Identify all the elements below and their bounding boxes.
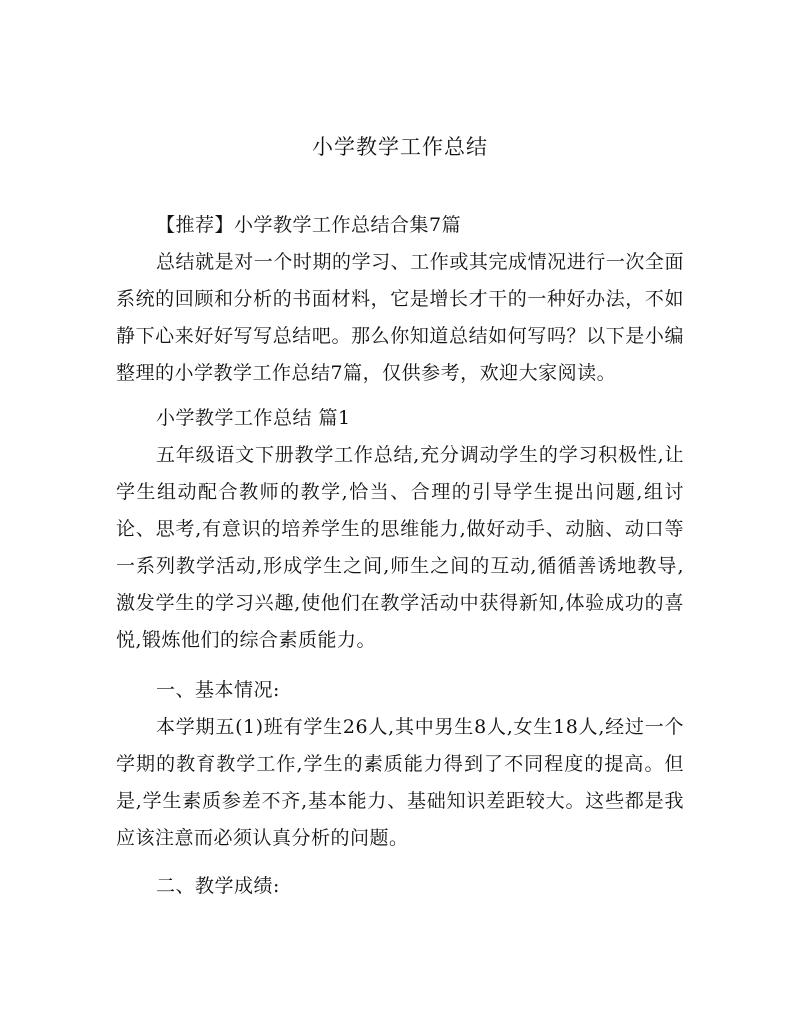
basic-heading-block <box>116 672 684 709</box>
recommend-line: 【推荐】小学教学工作总结合集7篇 <box>156 214 462 236</box>
subheading-basic: 一、基本情况: <box>156 679 280 701</box>
recommend-line-block <box>116 207 684 244</box>
basic-paragraph: 本学期五(1)班有学生26人,其中男生8人,女生18人,经过一个学期的教育教学工作,学生的素质能力得到了不同程度的提高。但是,学生素质参差不齐,基本能力、基础知识差距较大。这些都是我应该注意而必须认真分析的问题。 <box>116 716 684 849</box>
section1-block <box>116 437 684 659</box>
results-heading-block <box>116 868 684 905</box>
section1-paragraph: 五年级语文下册教学工作总结,充分调动学生的学习积极性,让学生组动配合教师的教学,恰当、合理的引导学生提出问题,组讨论、思考,有意识的培养学生的思维能力,做好动手、动脑、动口等一系列教学活动,形成学生之间,师生之间的互动,循循善诱地教导,激发学生的学习兴趣,使他们在教学活动中获得新知,体验成功的喜悦,锻炼他们的综合素质能力。 <box>116 444 684 651</box>
document-title: 小学教学工作总结 <box>312 135 488 159</box>
intro-paragraph: 总结就是对一个时期的学习、工作或其完成情况进行一次全面系统的回顾和分析的书面材料，它是增长才干的一种好办法，不如静下心来好好写写总结吧。那么你知道总结如何写吗？以下是小编整理的小学教学工作总结7篇，仅供参考，欢迎大家阅读。 <box>116 251 684 384</box>
basic-block <box>116 709 684 857</box>
section1-heading-block <box>116 400 684 437</box>
intro-block <box>116 244 684 392</box>
section1-heading: 小学教学工作总结 篇1 <box>156 407 351 429</box>
subheading-results: 二、教学成绩: <box>156 875 280 897</box>
